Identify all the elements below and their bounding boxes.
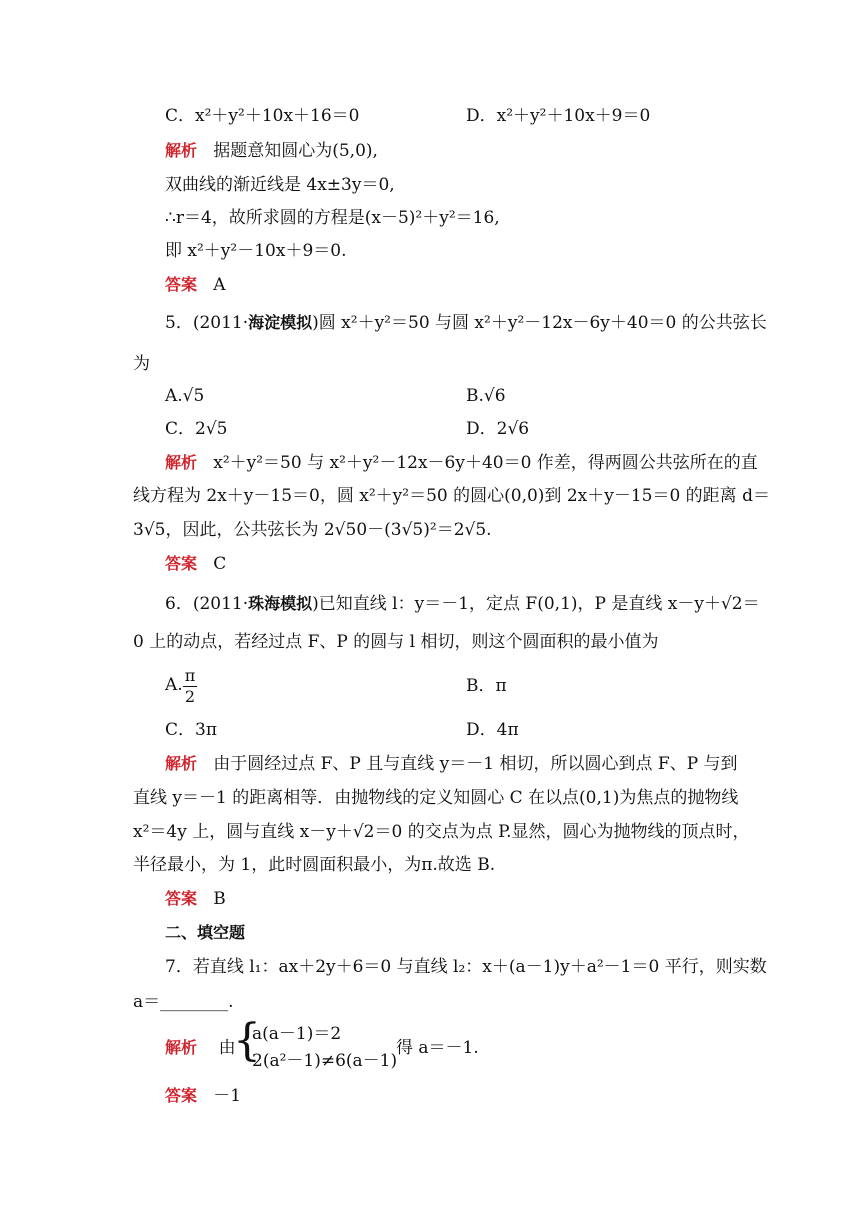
q7-system-eq-1: a(a－1)＝2 [252, 1024, 342, 1044]
q5-analysis-text: x²＋y²＝50 与 x²＋y²－12x－6y＋40＝0 作差，得两圆公共弦所在的直 [213, 453, 758, 473]
q6-option-a-fraction [183, 666, 197, 707]
q6-option-d: D．4π [466, 720, 519, 740]
q5-option-b: B.√6 [466, 386, 506, 406]
q5-stem-text: )圆 x²＋y²＝50 与圆 x²＋y²－12x－6y＋40＝0 的公共弦长 [312, 313, 767, 333]
q6-analysis-line-4: 半径最小，为 1，此时圆面积最小，为π.故选 B. [133, 855, 496, 875]
q6-option-a-prefix: A. [165, 675, 183, 695]
q5-analysis-line-2: 线方程为 2x＋y－15＝0，圆 x²＋y²＝50 的圆心(0,0)到 2x＋y－15＝0 的距离 d＝ [133, 486, 770, 506]
section-heading: 二、填空题 [165, 923, 246, 942]
q5-stem-line-2: 为 [133, 354, 150, 374]
q5-source: 海淀模拟 [248, 313, 313, 332]
q4-option-d: D．x²＋y²＋10x＋9＝0 [466, 106, 651, 126]
analysis-label: 解析 [165, 1038, 198, 1057]
q6-option-c: C．3π [165, 720, 217, 740]
q7-stem-line-2: a＝________. [133, 992, 234, 1012]
answer-label: 答案 [165, 275, 198, 294]
q5-option-a: A.√5 [165, 386, 205, 406]
q5-stem-line-1 [165, 311, 767, 335]
q6-option-a [165, 673, 183, 697]
q6-stem-text: )已知直线 l：y＝－1，定点 F(0,1)，P 是直线 x－y＋√2＝ [312, 594, 760, 614]
fraction-numerator: π [184, 666, 196, 685]
q7-stem-line-1: 7．若直线 l₁：ax＋2y＋6＝0 与直线 l₂：x＋(a－1)y＋a²－1＝0 平行，则实数 [165, 957, 767, 977]
q7-system-eq-2: 2(a²－1)≠6(a－1) [252, 1051, 398, 1071]
q6-source: 珠海模拟 [248, 594, 313, 613]
answer-label: 答案 [165, 554, 198, 573]
q7-answer [165, 1084, 241, 1108]
q4-answer [165, 273, 226, 297]
q5-analysis-line-3: 3√5，因此，公共弦长为 2√50－(3√5)²＝2√5. [133, 520, 492, 540]
analysis-label: 解析 [165, 754, 198, 773]
q6-answer [165, 887, 226, 911]
q6-analysis-line-3: x²＝4y 上，圆与直线 x－y＋√2＝0 的交点为点 P.显然，圆心为抛物线的顶点时， [133, 822, 750, 842]
answer-label: 答案 [165, 1086, 198, 1105]
q4-analysis-line-3: ∴r＝4，故所求圆的方程是(x－5)²＋y²＝16, [165, 208, 500, 228]
q4-answer-value: A [213, 275, 226, 295]
q4-analysis-line-1 [165, 139, 378, 163]
q6-analysis-line-2: 直线 y＝－1 的距离相等．由抛物线的定义知圆心 C 在以点(0,1)为焦点的抛物线 [133, 788, 739, 808]
system-brace: { [233, 1015, 261, 1066]
q4-analysis-line-4: 即 x²＋y²－10x＋9＝0. [165, 241, 347, 261]
q7-you: 由 [218, 1038, 236, 1058]
q5-answer [165, 552, 226, 576]
q4-option-c: C．x²＋y²＋10x＋16＝0 [165, 106, 360, 126]
q6-analysis-text: 由于圆经过点 F、P 且与直线 y＝－1 相切，所以圆心到点 F、P 与到 [213, 754, 738, 774]
q6-number: 6．(2011· [165, 594, 249, 614]
q7-answer-value: －1 [213, 1086, 242, 1106]
analysis-label: 解析 [165, 453, 198, 472]
answer-label: 答案 [165, 889, 198, 908]
q7-analysis-label-line [165, 1036, 236, 1060]
q4-analysis-line-2: 双曲线的渐近线是 4x±3y＝0, [165, 175, 395, 195]
q6-stem-line-2: 0 上的动点，若经过点 F、P 的圆与 l 相切，则这个圆面积的最小值为 [133, 632, 659, 652]
fraction-denominator: 2 [184, 687, 196, 706]
q4-analysis-text: 据题意知圆心为(5,0), [213, 141, 378, 161]
q5-analysis-line-1 [165, 451, 758, 475]
q5-number: 5．(2011· [165, 313, 249, 333]
q7-result: 得 a＝－1. [396, 1038, 479, 1058]
q6-stem-line-1 [165, 592, 760, 616]
analysis-label: 解析 [165, 141, 198, 160]
q6-analysis-line-1 [165, 752, 738, 776]
q5-option-c: C．2√5 [165, 419, 228, 439]
q6-option-b: B．π [466, 676, 507, 696]
q5-answer-value: C [213, 554, 227, 574]
q6-answer-value: B [213, 889, 226, 909]
q5-option-d: D．2√6 [466, 419, 530, 439]
